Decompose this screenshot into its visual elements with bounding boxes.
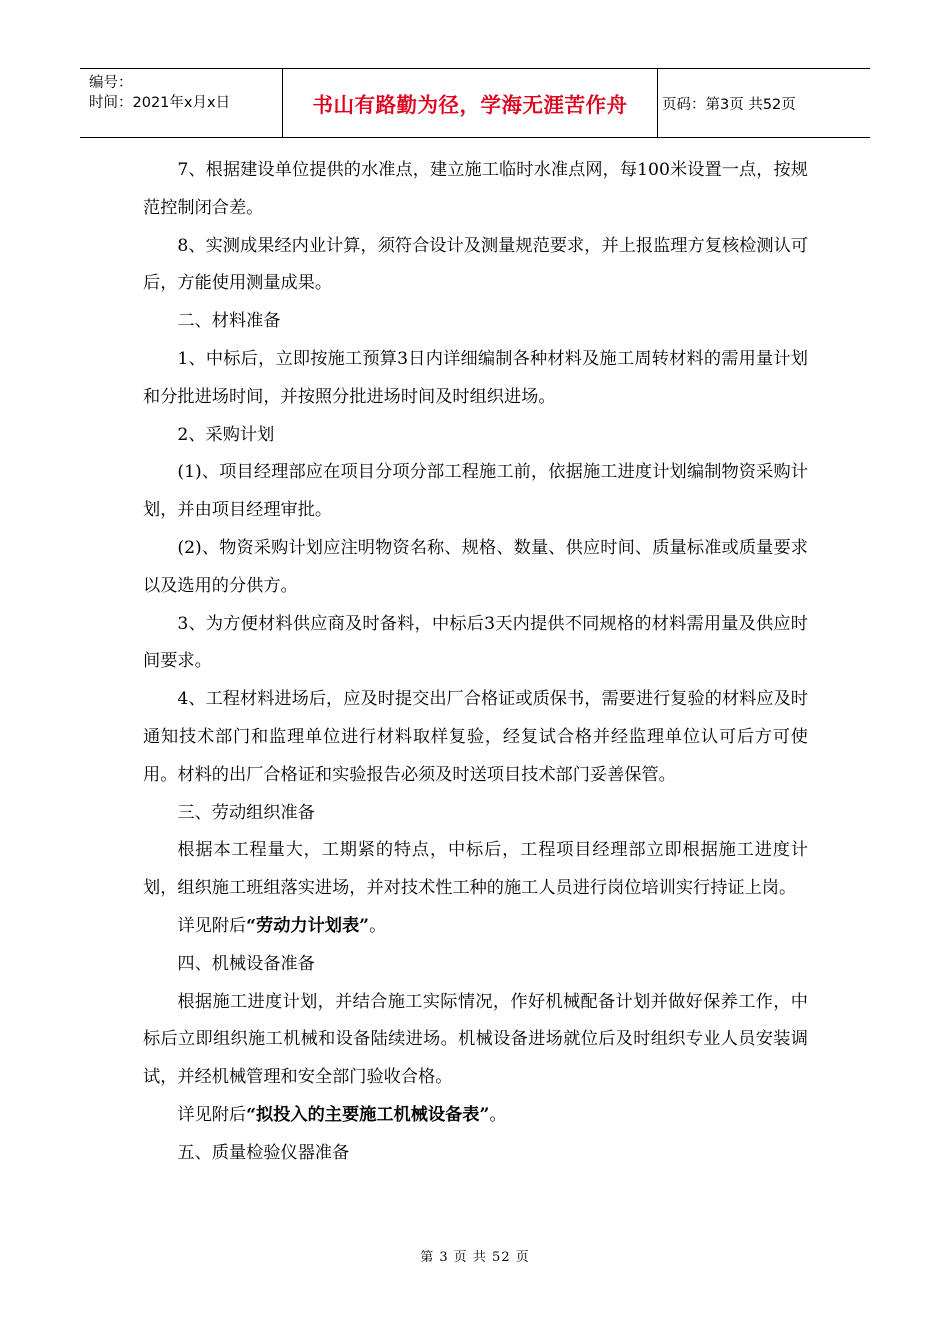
time-label: 时间：2021年x月x日	[89, 95, 231, 111]
paragraph: 根据施工进度计划，并结合施工实际情况，作好机械配备计划并做好保养工作，中标后立即组织施工机械和设备陆续进场。机械设备进场就位后及时组织专业人员安装调试，并经机械管理和安全部门验收合格。	[143, 991, 808, 1088]
reference-paragraph	[143, 908, 808, 946]
paragraph: 8、实测成果经内业计算，须符合设计及测量规范要求，并上报监理方复核检测认可后，方能使用测量成果。	[143, 235, 808, 294]
reference-suffix: 。	[489, 1104, 507, 1125]
reference-paragraph	[143, 1097, 808, 1135]
paragraph: 根据本工程量大，工期紧的特点，中标后，工程项目经理部立即根据施工进度计划，组织施工班组落实进场，并对技术性工种的施工人员进行岗位培训实行持证上岗。	[143, 840, 808, 899]
page-footer: 第 3 页 共 52 页	[420, 1250, 530, 1265]
reference-prefix: 详见附后	[177, 915, 247, 936]
page-header	[80, 68, 870, 138]
section-heading: 五、质量检验仪器准备	[177, 1142, 350, 1163]
paragraph: 3、为方便材料供应商及时备料，中标后3天内提供不同规格的材料需用量及供应时间要求。	[143, 613, 808, 672]
reference-title: “劳动力计划表”	[246, 915, 370, 936]
section-heading: 二、材料准备	[177, 311, 281, 332]
paragraph: (2)、物资采购计划应注明物资名称、规格、数量、供应时间、质量标准或质量要求以及选用的分供方。	[143, 537, 808, 596]
reference-suffix: 。	[369, 915, 387, 936]
section-heading: 四、机械设备准备	[177, 953, 315, 974]
paragraph: 4、工程材料进场后，应及时提交出厂合格证或质保书，需要进行复验的材料应及时通知技术部门和监理单位进行材料取样复验，经复试合格并经监理单位认可后方可使用。材料的出厂合格证和实验报告必须及时送项目技术部门妥善保管。	[143, 689, 808, 785]
document-body	[143, 152, 808, 1173]
paragraph: (1)、项目经理部应在项目分项分部工程施工前，依据施工进度计划编制物资采购计划，并由项目经理审批。	[143, 462, 808, 521]
reference-title: “拟投入的主要施工机械设备表”	[246, 1104, 490, 1125]
section-heading: 三、劳动组织准备	[177, 802, 315, 823]
paragraph: 7、根据建设单位提供的水准点，建立施工临时水准点网，每100米设置一点，按规范控制闭合差。	[143, 160, 808, 218]
paragraph: 1、中标后，立即按施工预算3日内详细编制各种材料及施工周转材料的需用量计划和分批进场时间，并按照分批进场时间及时组织进场。	[143, 348, 808, 407]
subsection-heading: 2、采购计划	[177, 424, 275, 445]
header-page-info: 页码：第3页 共52页	[662, 96, 796, 113]
number-label: 编号：	[89, 75, 133, 91]
header-meta	[80, 69, 283, 137]
reference-prefix: 详见附后	[177, 1104, 247, 1125]
header-motto: 书山有路勤为径，学海无涯苦作舟	[283, 69, 658, 137]
